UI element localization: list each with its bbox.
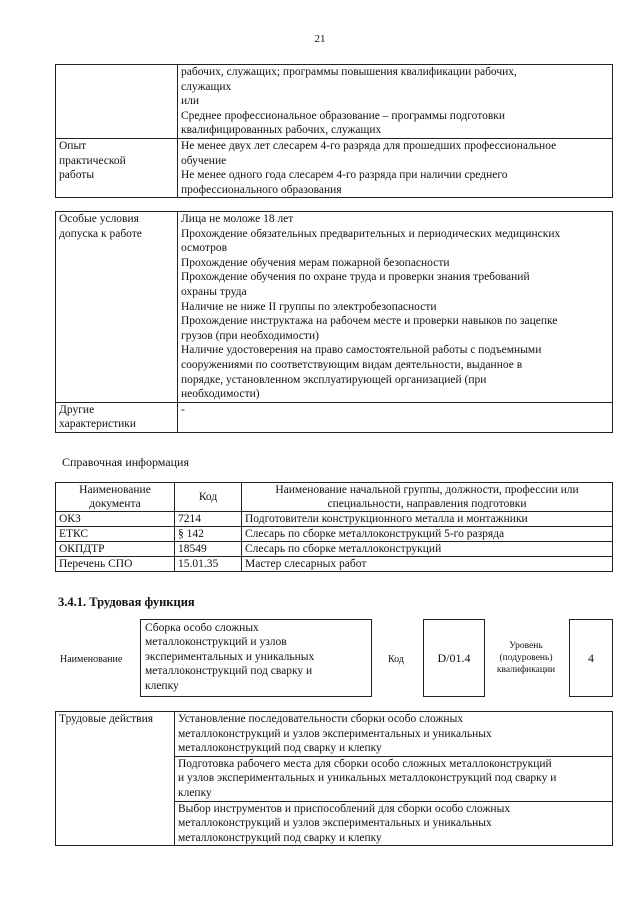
experience-line: Не менее двух лет слесарем 4-го разряда для прошедших профессиональное [181, 140, 557, 152]
page-number: 21 [314, 33, 326, 45]
row-name: Слесарь по сборке металлоконструкций 5-го разряда [242, 527, 613, 542]
table-row [56, 512, 613, 527]
condition-line: необходимости) [181, 388, 260, 401]
condition-line: Прохождение обучения мерам пожарной безопасности [181, 256, 450, 269]
row-document: ОКЗ [56, 512, 175, 527]
row-code: 18549 [175, 542, 242, 557]
header-name-line: специальности, направления подготовки [327, 498, 527, 510]
education-row [56, 65, 613, 139]
function-name-line: металлоконструкций под сварку и [145, 665, 313, 678]
special-conditions-label-cell [56, 212, 178, 403]
labor-action-line: металлоконструкций под сварку и клепку [178, 742, 382, 755]
reference-table [55, 482, 613, 572]
labor-action-line: Подготовка рабочего места для сборки особо сложных металлоконструкций [178, 757, 552, 770]
experience-line: профессионального образования [181, 183, 342, 196]
labor-action-line: металлоконструкций и узлов экспериментальных и уникальных [178, 817, 492, 830]
header-code: Код [175, 483, 242, 512]
header-name [242, 483, 613, 512]
qualification-level-box [569, 619, 613, 697]
labor-action-line: Выбор инструментов и приспособлений для сборки особо сложных [178, 802, 511, 815]
function-code-value: D/01.4 [437, 650, 471, 665]
level-label-line: (подуровень) [499, 653, 553, 663]
condition-line: Прохождение обязательных предварительных и периодических медицинских [181, 227, 561, 240]
education-line: Среднее профессиональное образование – программы подготовки [181, 109, 506, 122]
experience-label: Опыт [59, 140, 87, 152]
experience-line: Не менее одного года слесарем 4-го разряда при наличии среднего [181, 169, 508, 182]
special-conditions-row [56, 212, 613, 403]
function-name-line: клепку [145, 679, 179, 692]
qualification-level-label [484, 640, 568, 676]
function-code-box [423, 619, 485, 697]
function-name-line: экспериментальных и уникальных [145, 650, 315, 663]
labor-action-item [175, 801, 613, 846]
other-characteristics-label: характеристики [59, 418, 137, 431]
table-row [56, 527, 613, 542]
education-line: рабочих, служащих; программы повышения квалификации рабочих, [181, 66, 517, 78]
table-row [56, 557, 613, 572]
education-line: или [181, 95, 200, 108]
reference-heading: Справочная информация [62, 455, 189, 469]
row-document: ЕТКС [56, 527, 175, 542]
experience-label-cell [56, 139, 178, 198]
table-row [56, 542, 613, 557]
row-code: § 142 [175, 527, 242, 542]
row-name: Мастер слесарных работ [242, 557, 613, 572]
condition-line: сооружениями по соответствующим видам деятельности, выданное в [181, 358, 523, 371]
labor-action-line: металлоконструкций и узлов экспериментальных и уникальных [178, 727, 492, 740]
condition-line: порядке, установленном эксплуатирующей организацией (при [181, 373, 487, 386]
other-characteristics-value: - [178, 402, 613, 432]
header-document-line: Наименование [79, 484, 151, 496]
labor-actions-table [55, 711, 613, 846]
row-code: 7214 [175, 512, 242, 527]
labor-action-line: Установление последовательности сборки особо сложных [178, 713, 464, 725]
experience-label: работы [59, 169, 95, 182]
experience-label: практической [59, 154, 126, 167]
row-name: Подготовители конструкционного металла и монтажники [242, 512, 613, 527]
level-label-line: Уровень [509, 641, 543, 651]
special-conditions-value-cell [178, 212, 613, 403]
function-name-line: металлоконструкций и узлов [145, 636, 287, 649]
labor-action-row [56, 712, 613, 757]
level-label-line: квалификации [496, 665, 556, 675]
function-name-line: Сборка особо сложных [145, 622, 259, 634]
qualification-table [55, 64, 613, 198]
condition-line: Наличие удостоверения на право самостоятельной работы с подъемными [181, 344, 542, 357]
qualification-level-value: 4 [588, 650, 594, 665]
row-document: ОКПДТР [56, 542, 175, 557]
header-document-line: документа [89, 498, 141, 510]
row-code: 15.01.35 [175, 557, 242, 572]
function-name-label: Наименование [60, 654, 123, 665]
header-document [56, 483, 175, 512]
education-line: квалифицированных рабочих, служащих [181, 124, 382, 137]
condition-line: грузов (при необходимости) [181, 329, 319, 342]
other-characteristics-row [56, 402, 613, 432]
experience-row [56, 139, 613, 198]
special-conditions-label: допуска к работе [59, 227, 142, 240]
condition-line: Прохождение инструктажа на рабочем месте и проверки навыков по зацепке [181, 315, 558, 328]
education-value-cell [178, 65, 613, 139]
condition-line: Прохождение обучения по охране труда и проверки знания требований [181, 271, 530, 284]
header-name-line: Наименование начальной группы, должности, профессии или [275, 484, 579, 496]
experience-line: обучение [181, 154, 227, 167]
function-code-label: Код [388, 654, 404, 665]
labor-action-item [175, 712, 613, 757]
reference-header-row [56, 483, 613, 512]
education-label-cell [56, 65, 178, 139]
labor-action-line: металлоконструкций под сварку и клепку [178, 831, 382, 844]
labor-action-item [175, 756, 613, 801]
labor-function-title: 3.4.1. Трудовая функция [58, 595, 195, 609]
education-line: служащих [181, 80, 232, 93]
other-characteristics-label-cell [56, 402, 178, 432]
condition-line: Наличие не ниже II группы по электробезопасности [181, 300, 437, 313]
condition-line: осмотров [181, 242, 228, 255]
labor-action-line: и узлов экспериментальных и уникальных металлоконструкций под сварку и [178, 772, 557, 785]
function-name-box [140, 619, 372, 697]
other-characteristics-label: Другие [59, 403, 95, 416]
row-name: Слесарь по сборке металлоконструкций [242, 542, 613, 557]
labor-action-line: клепку [178, 786, 212, 799]
labor-actions-label: Трудовые действия [56, 712, 175, 846]
condition-line: охраны труда [181, 285, 247, 298]
experience-value-cell [178, 139, 613, 198]
row-document: Перечень СПО [56, 557, 175, 572]
special-conditions-label: Особые условия [59, 213, 139, 225]
condition-line: Лица не моложе 18 лет [181, 213, 294, 225]
conditions-table [55, 211, 613, 433]
